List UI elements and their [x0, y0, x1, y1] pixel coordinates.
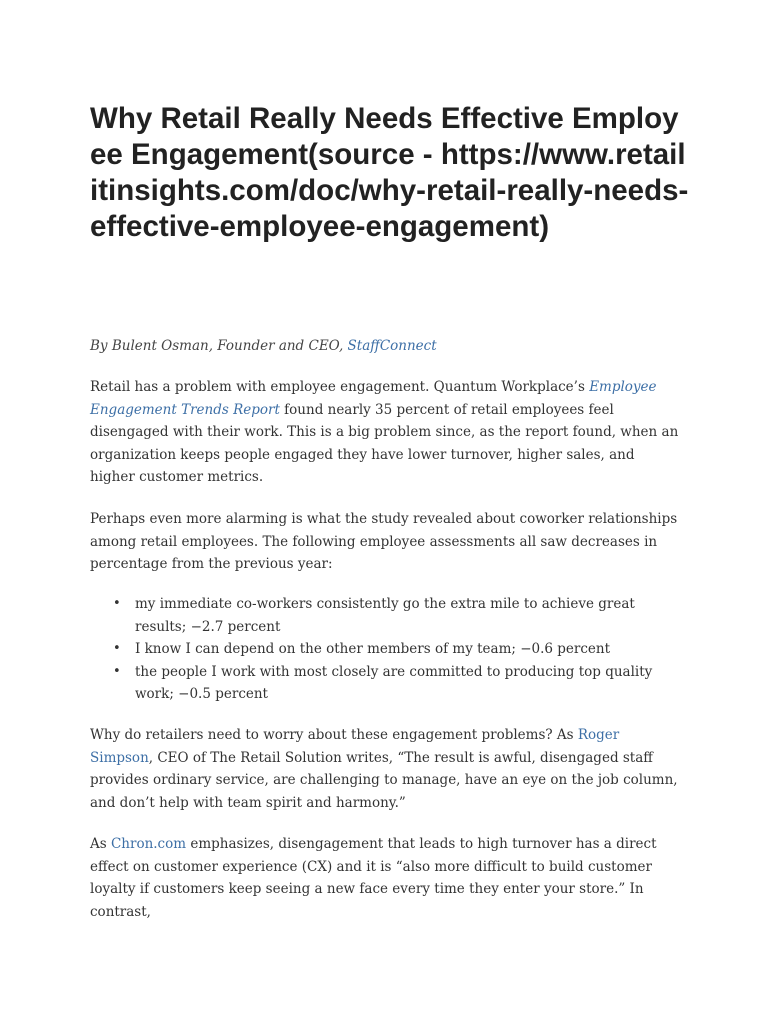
paragraph-retail-solution-text-1: Why do retailers need to worry about these engagement problems? As — [90, 727, 578, 743]
bullet-dot: • — [113, 596, 121, 611]
chron-link[interactable]: Chron.com — [110, 836, 187, 852]
paragraph-study: Perhaps even more alarming is what the study revealed about coworker relationships among retail employees. The following employee assessments all saw decreases in percentage from the previous year: — [90, 511, 678, 572]
paragraph-intro — [90, 376, 682, 489]
article-title: Why Retail Really Needs Effective Employee Engagement(source - https://www.retailitinsights.com/doc/why-retail-really-needs-effective-employee-engagement) — [90, 102, 689, 243]
list-item-text: the people I work with most closely are committed to producing top quality work; −0.5 percent — [135, 663, 653, 702]
list-item-text: I know I can depend on the other members of my team; −0.6 percent — [135, 641, 611, 657]
byline — [90, 335, 690, 358]
paragraph-intro-text-2: found nearly 35 percent of retail employees feel disengaged with their work. This is a big problem since, as the report found, when an organization keeps people engaged they have lower turnover, higher sales, and higher customer metrics. — [90, 401, 679, 485]
paragraph-chron-text-1: As — [90, 836, 111, 852]
bullet-dot: • — [113, 641, 121, 656]
employee-engagement-report-link[interactable]: Employee Engagement Trends Report — [90, 379, 657, 418]
roger-simpson-link[interactable]: Roger Simpson — [90, 727, 620, 766]
list-item — [113, 593, 682, 638]
byline-text: By Bulent Osman, Founder and CEO, — [90, 338, 348, 354]
assessment-list — [90, 593, 682, 706]
bullet-dot: • — [113, 663, 121, 679]
paragraph-chron-text-2: emphasizes, disengagement that leads to high turnover has a direct effect on customer experience (CX) and it is “also more difficult to build customer loyalty if customers keep seeing a new face every time they enter your store.” In contrast, — [90, 836, 657, 920]
list-item-text: my immediate co-workers consistently go the extra mile to achieve great results; −2.7 percent — [135, 596, 635, 635]
staffconnect-link[interactable]: StaffConnect — [347, 338, 437, 354]
paragraph-chron — [90, 833, 682, 923]
list-item — [113, 661, 682, 706]
paragraph-intro-text-1: Retail has a problem with employee engagement. Quantum Workplace’s — [90, 379, 590, 395]
list-item — [113, 638, 682, 661]
paragraph-retail-solution — [90, 724, 682, 814]
paragraph-retail-solution-text-2: , CEO of The Retail Solution writes, “The result is awful, disengaged staff provides ordinary service, are challenging to manage, have an eye on the job column, and don’t help with team spirit and harmony.” — [90, 749, 678, 811]
